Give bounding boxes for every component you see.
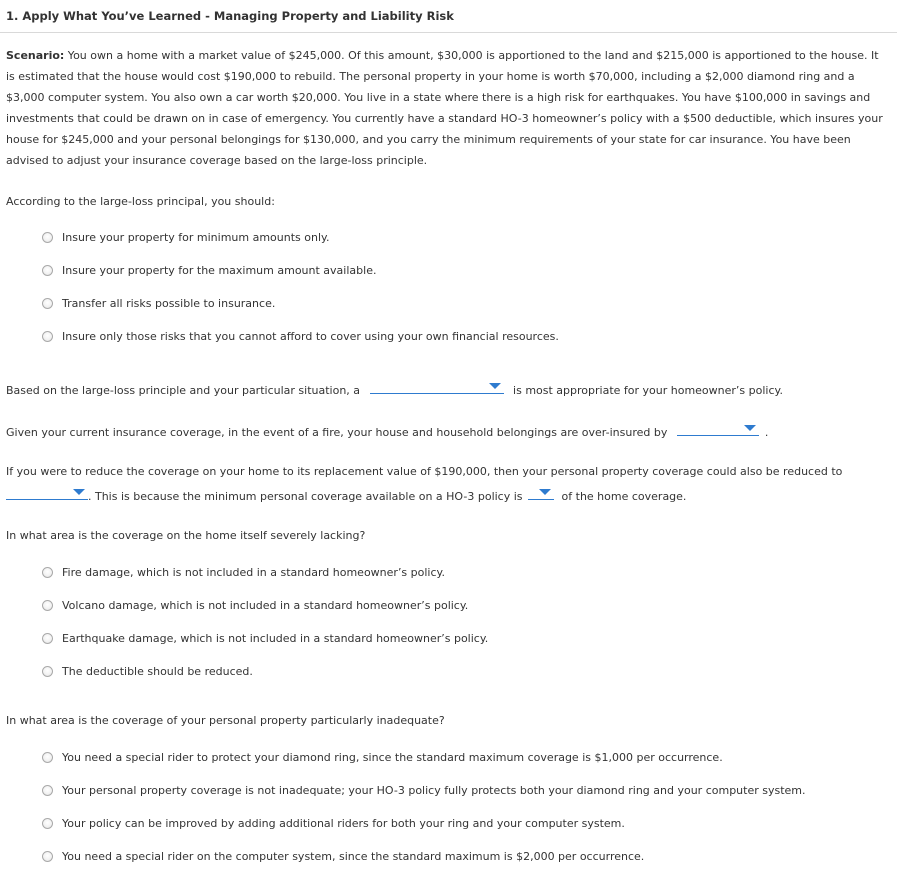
question-title: 1. Apply What You’ve Learned - Managing Property and Liability Risk xyxy=(6,9,454,23)
q1-option-4[interactable] xyxy=(42,330,559,343)
q2-text-before: Based on the large-loss principle and your particular situation, a xyxy=(6,384,361,397)
q6-option-2[interactable] xyxy=(42,784,806,797)
radio-button[interactable] xyxy=(42,567,53,578)
chevron-down-icon xyxy=(489,383,501,389)
scenario-paragraph xyxy=(6,45,886,171)
radio-button[interactable] xyxy=(42,818,53,829)
radio-button[interactable] xyxy=(42,785,53,796)
q1-option-1[interactable] xyxy=(42,231,329,244)
option-label: Transfer all risks possible to insurance. xyxy=(62,297,276,310)
scenario-text: You own a home with a market value of $245,000. Of this amount, $30,000 is apportioned to the land and $215,000 is apportioned to the house. It is estimated that the house would cost $190,000 to rebuild. The personal property in your home is worth $70,000, including a $2,000 diamond ring and a $3,000 computer system. You also own a car worth $20,000. You live in a state where there is a high risk for earthquakes. You have $100,000 in savings and investments that could be drawn on in case of emergency. You currently have a standard HO-3 homeowner’s policy with a $500 deductible, which insures your house for $245,000 and your personal belongings for $130,000, and you carry the minimum requirements of your state for car insurance. You have been advised to adjust your insurance coverage based on the large-loss principle. xyxy=(6,49,883,167)
radio-button[interactable] xyxy=(42,265,53,276)
radio-button[interactable] xyxy=(42,232,53,243)
q5-prompt: In what area is the coverage on the home itself severely lacking? xyxy=(6,529,366,542)
q2-dropdown[interactable] xyxy=(370,381,504,394)
radio-button[interactable] xyxy=(42,851,53,862)
q6-option-3[interactable] xyxy=(42,817,625,830)
q1-prompt: According to the large-loss principal, you should: xyxy=(6,195,275,208)
option-label: Fire damage, which is not included in a standard homeowner’s policy. xyxy=(62,566,445,579)
q1-option-2[interactable] xyxy=(42,264,376,277)
q2-text-after: is most appropriate for your homeowner’s policy. xyxy=(513,384,783,397)
q6-option-4[interactable] xyxy=(42,850,644,863)
radio-button[interactable] xyxy=(42,666,53,677)
option-label: Insure your property for the maximum amount available. xyxy=(62,264,377,277)
radio-button[interactable] xyxy=(42,600,53,611)
chevron-down-icon xyxy=(73,489,85,495)
q4-text-middle: . This is because the minimum personal coverage available on a HO-3 policy is xyxy=(88,490,523,503)
title-divider xyxy=(0,32,897,33)
option-label: You need a special rider to protect your diamond ring, since the standard maximum coverage is $1,000 per occurrence. xyxy=(62,751,723,764)
option-label: Your policy can be improved by adding additional riders for both your ring and your computer system. xyxy=(62,817,625,830)
q5-option-4[interactable] xyxy=(42,665,253,678)
radio-button[interactable] xyxy=(42,752,53,763)
q5-option-2[interactable] xyxy=(42,599,468,612)
chevron-down-icon xyxy=(539,489,551,495)
option-label: You need a special rider on the computer system, since the standard maximum is $2,000 per occurrence. xyxy=(62,850,645,863)
q3-sentence xyxy=(6,423,768,439)
q3-dropdown[interactable] xyxy=(677,423,759,436)
chevron-down-icon xyxy=(744,425,756,431)
q4-dropdown-2[interactable] xyxy=(528,487,554,500)
scenario-label: Scenario: xyxy=(6,49,65,62)
q3-text-after: . xyxy=(764,426,769,439)
option-label: Your personal property coverage is not inadequate; your HO-3 policy fully protects both your diamond ring and your computer system. xyxy=(62,784,806,797)
option-label: Insure your property for minimum amounts only. xyxy=(62,231,330,244)
q6-option-1[interactable] xyxy=(42,751,723,764)
q5-option-1[interactable] xyxy=(42,566,445,579)
radio-button[interactable] xyxy=(42,331,53,342)
option-label: Volcano damage, which is not included in a standard homeowner’s policy. xyxy=(62,599,469,612)
q6-prompt: In what area is the coverage of your personal property particularly inadequate? xyxy=(6,714,445,727)
option-label: The deductible should be reduced. xyxy=(62,665,253,678)
q3-text-before: Given your current insurance coverage, in the event of a fire, your house and household belongings are over-insured by xyxy=(6,426,668,439)
q5-option-3[interactable] xyxy=(42,632,488,645)
radio-button[interactable] xyxy=(42,298,53,309)
q4-line-2 xyxy=(6,487,686,503)
option-label: Earthquake damage, which is not included in a standard homeowner’s policy. xyxy=(62,632,489,645)
q2-sentence xyxy=(6,381,783,397)
q4-dropdown-1[interactable] xyxy=(6,487,88,500)
q4-line-1: If you were to reduce the coverage on your home to its replacement value of $190,000, then your personal property coverage could also be reduced to xyxy=(6,465,843,478)
option-label: Insure only those risks that you cannot afford to cover using your own financial resources. xyxy=(62,330,559,343)
q4-text-after: of the home coverage. xyxy=(561,490,687,503)
radio-button[interactable] xyxy=(42,633,53,644)
q1-option-3[interactable] xyxy=(42,297,275,310)
